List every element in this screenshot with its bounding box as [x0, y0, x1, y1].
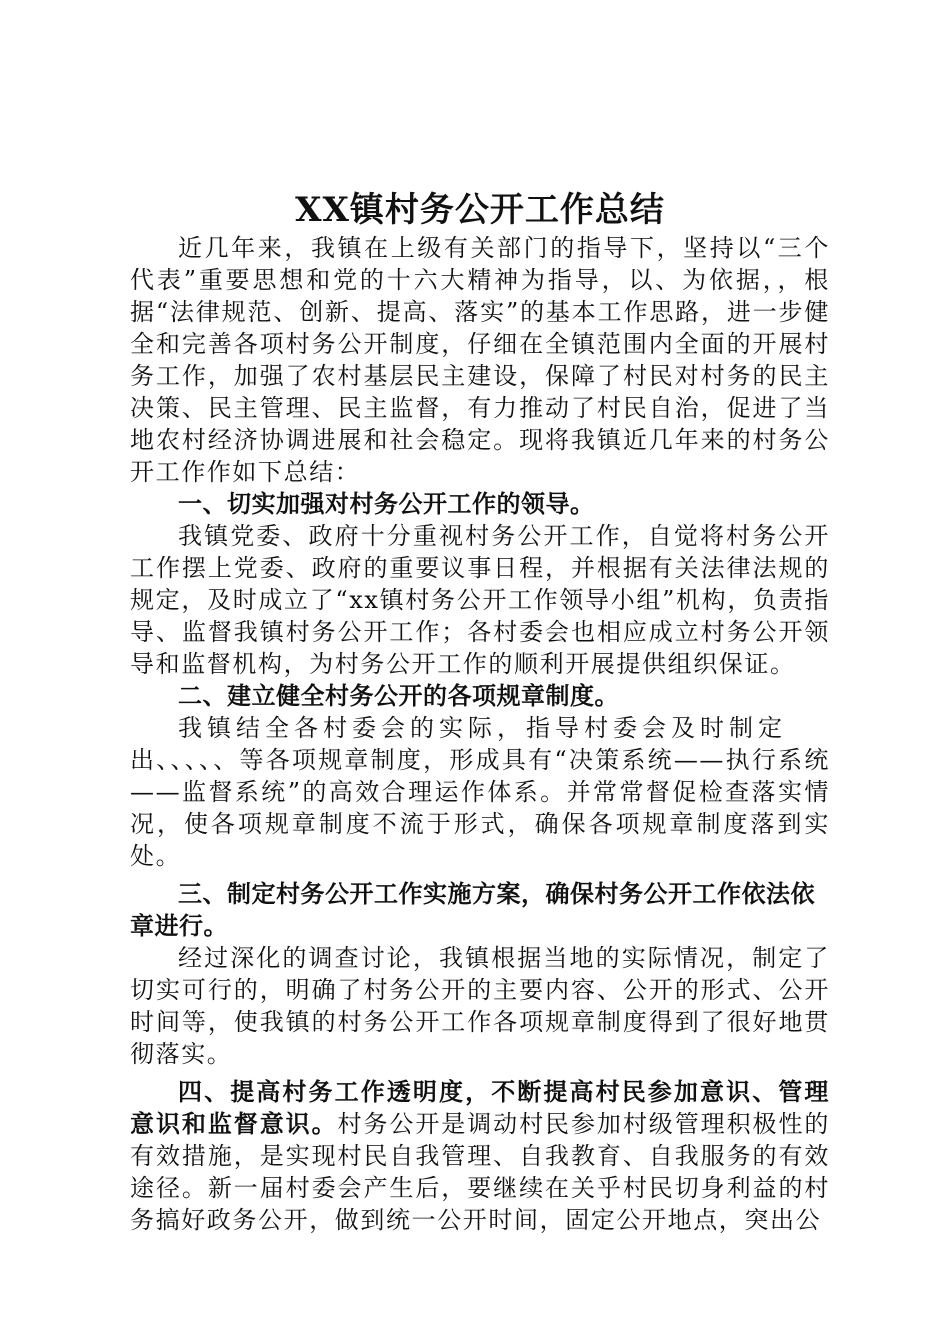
section-3-heading: 三、制定村务公开工作实施方案，确保村务公开工作依法依章进行。 — [130, 880, 815, 940]
section-1-heading: 一、切实加强对村务公开工作的领导。 — [178, 490, 595, 518]
section-2-heading: 二、建立健全村务公开的各项规章制度。 — [178, 682, 619, 710]
section-3-body: 经过深化的调查讨论，我镇根据当地的实际情况，制定了切实可行的，明确了村务公开的主要内容、公开的形式、公开时间等，使我镇的村务公开工作各项规章制度得到了很好地贯彻落实。 — [130, 944, 830, 1068]
document-page — [130, 188, 830, 1236]
intro-paragraph: 近几年来，我镇在上级有关部门的指导下，坚持以“三个代表”重要思想和党的十六大精神为指导，以、为依据，，根据“法律规范、创新、提高、落实”的基本工作思路，进一步健全和完善各项村务公开制度，仔细在全镇范围内全面的开展村务工作，加强了农村基层民主建设，保障了村民对村务的民主决策、民主管理、民主监督，有力推动了村民自治，促进了当地农村经济协调进展和社会稳定。现将我镇近几年来的村务公开工作作如下总结： — [130, 234, 830, 486]
document-title: XX镇村务公开工作总结 — [295, 190, 665, 230]
section-4-paragraph — [130, 1076, 830, 1236]
section-4-body: 村务公开是调动村民参加村级管理积极性的有效措施，是实现村民自我管理、自我教育、自我服务的有效途径。新一届村委会产生后，要继续在关乎村民切身利益的村务搞好政务公开，做到统一公开时间，固定公开地点，突出公 — [130, 1110, 830, 1234]
section-2-body-first-line: 我镇结全各村委会的实际，指导村委会及时制定 — [178, 714, 787, 742]
section-2-body: 出、、、、、等各项规章制度，形成具有“决策系统——执行系统——监督系统”的高效合理运作体系。并常常督促检查落实情况，使各项规章制度不流于形式，确保各项规章制度落到实处。 — [130, 746, 830, 870]
section-1-body: 我镇党委、政府十分重视村务公开工作，自觉将村务公开工作摆上党委、政府的重要议事日程，并根据有关法律法规的规定，及时成立了“xx镇村务公开工作领导小组”机构，负责指导、监督我镇村务公开工作；各村委会也相应成立村务公开领导和监督机构，为村务公开工作的顺利开展提供组织保证。 — [130, 522, 830, 678]
section-4-heading: 四、提高村务工作透明度，不断提高村民参加意识、管理意识和监督意识。 — [130, 1078, 830, 1138]
